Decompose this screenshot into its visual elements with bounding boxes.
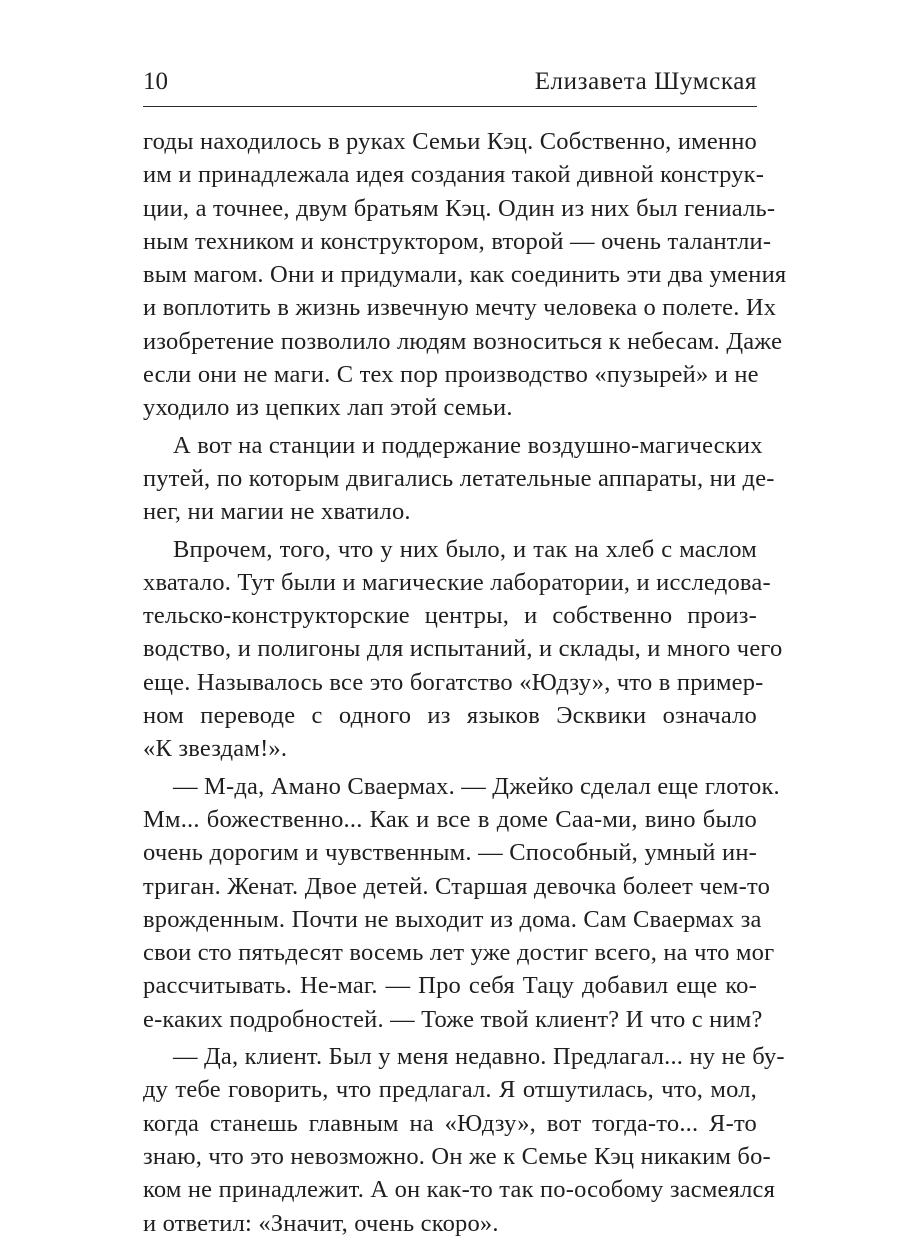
- running-head-author: Елизавета Шумская: [534, 68, 757, 95]
- text-line: и ответил: «Значит, очень скоро».: [143, 1209, 499, 1237]
- page-number: 10: [143, 68, 168, 95]
- text-line: еще. Называлось все это богатство «Юдзу», что в пример-: [143, 668, 764, 696]
- text-line: рассчитывать. Не-маг. — Про себя Тацу добавил еще ко-: [143, 972, 757, 1000]
- text-line: вым магом. Они и придумали, как соединить эти два умения: [143, 261, 787, 289]
- text-line: и воплотить в жизнь извечную мечту человека о полете. Их: [143, 294, 777, 322]
- text-line: А вот на станции и поддержание воздушно-магических: [173, 431, 763, 459]
- text-line: хватало. Тут были и магические лаборатории, и исследова-: [143, 568, 771, 596]
- text-line: Мм... божественно... Как и все в доме Саа-ми, вино было: [143, 805, 757, 833]
- text-line: нег, ни магии не хватило.: [143, 498, 411, 526]
- header-rule: [143, 106, 757, 107]
- text-line: им и принадлежала идея создания такой дивной конструк-: [143, 161, 765, 189]
- page-header: [143, 64, 757, 104]
- text-line: — Да, клиент. Был у меня недавно. Предлагал... ну не бу-: [173, 1043, 785, 1071]
- text-line: если они не маги. С тех пор производство «пузырей» и не: [143, 361, 759, 389]
- text-line: Впрочем, того, что у них было, и так на хлеб с маслом: [173, 535, 757, 563]
- text-line: очень дорогим и чувственным. — Способный, умный ин-: [143, 839, 757, 867]
- text-line: годы находилось в руках Семьи Кэц. Собственно, именно: [143, 128, 757, 155]
- text-line: ду тебе говорить, что предлагал. Я отшутилась, что, мол,: [143, 1076, 757, 1104]
- text-line: ции, а точнее, двум братьям Кэц. Один из них был гениаль-: [143, 194, 776, 222]
- text-line: водство, и полигоны для испытаний, и склады, и много чего: [143, 635, 783, 663]
- text-line: ном переводе с одного из языков Эсквики означало: [143, 702, 757, 730]
- text-line: уходило из цепких лап этой семьи.: [143, 394, 513, 422]
- text-line: «К звездам!».: [143, 735, 288, 763]
- text-line: е-каких подробностей. — Тоже твой клиент? И что с ним?: [143, 1005, 763, 1033]
- text-line: изобретение позволило людям возноситься к небесам. Даже: [143, 327, 783, 355]
- text-line: ным техником и конструктором, второй — очень талантли-: [143, 227, 772, 255]
- text-line: ком не принадлежит. А он как-то так по-особому засмеялся: [143, 1176, 776, 1204]
- text-line: свои сто пятьдесят восемь лет уже достиг всего, на что мог: [143, 939, 775, 967]
- text-line: знаю, что это невозможно. Он же к Семье Кэц никаким бо-: [143, 1142, 771, 1170]
- text-line: — М-да, Амано Сваермах. — Джейко сделал еще глоток.: [173, 772, 780, 800]
- text-line: когда станешь главным на «Юдзу», вот тогда-то... Я-то: [143, 1109, 757, 1137]
- body-text: [143, 125, 787, 1240]
- text-line: врожденным. Почти не выходит из дома. Сам Сваермах за: [143, 905, 762, 933]
- text-line: тельско-конструкторские центры, и собственно произ-: [143, 602, 757, 630]
- text-line: путей, по которым двигались летательные аппараты, ни де-: [143, 464, 775, 492]
- text-line: триган. Женат. Двое детей. Старшая девочка болеет чем-то: [143, 872, 771, 900]
